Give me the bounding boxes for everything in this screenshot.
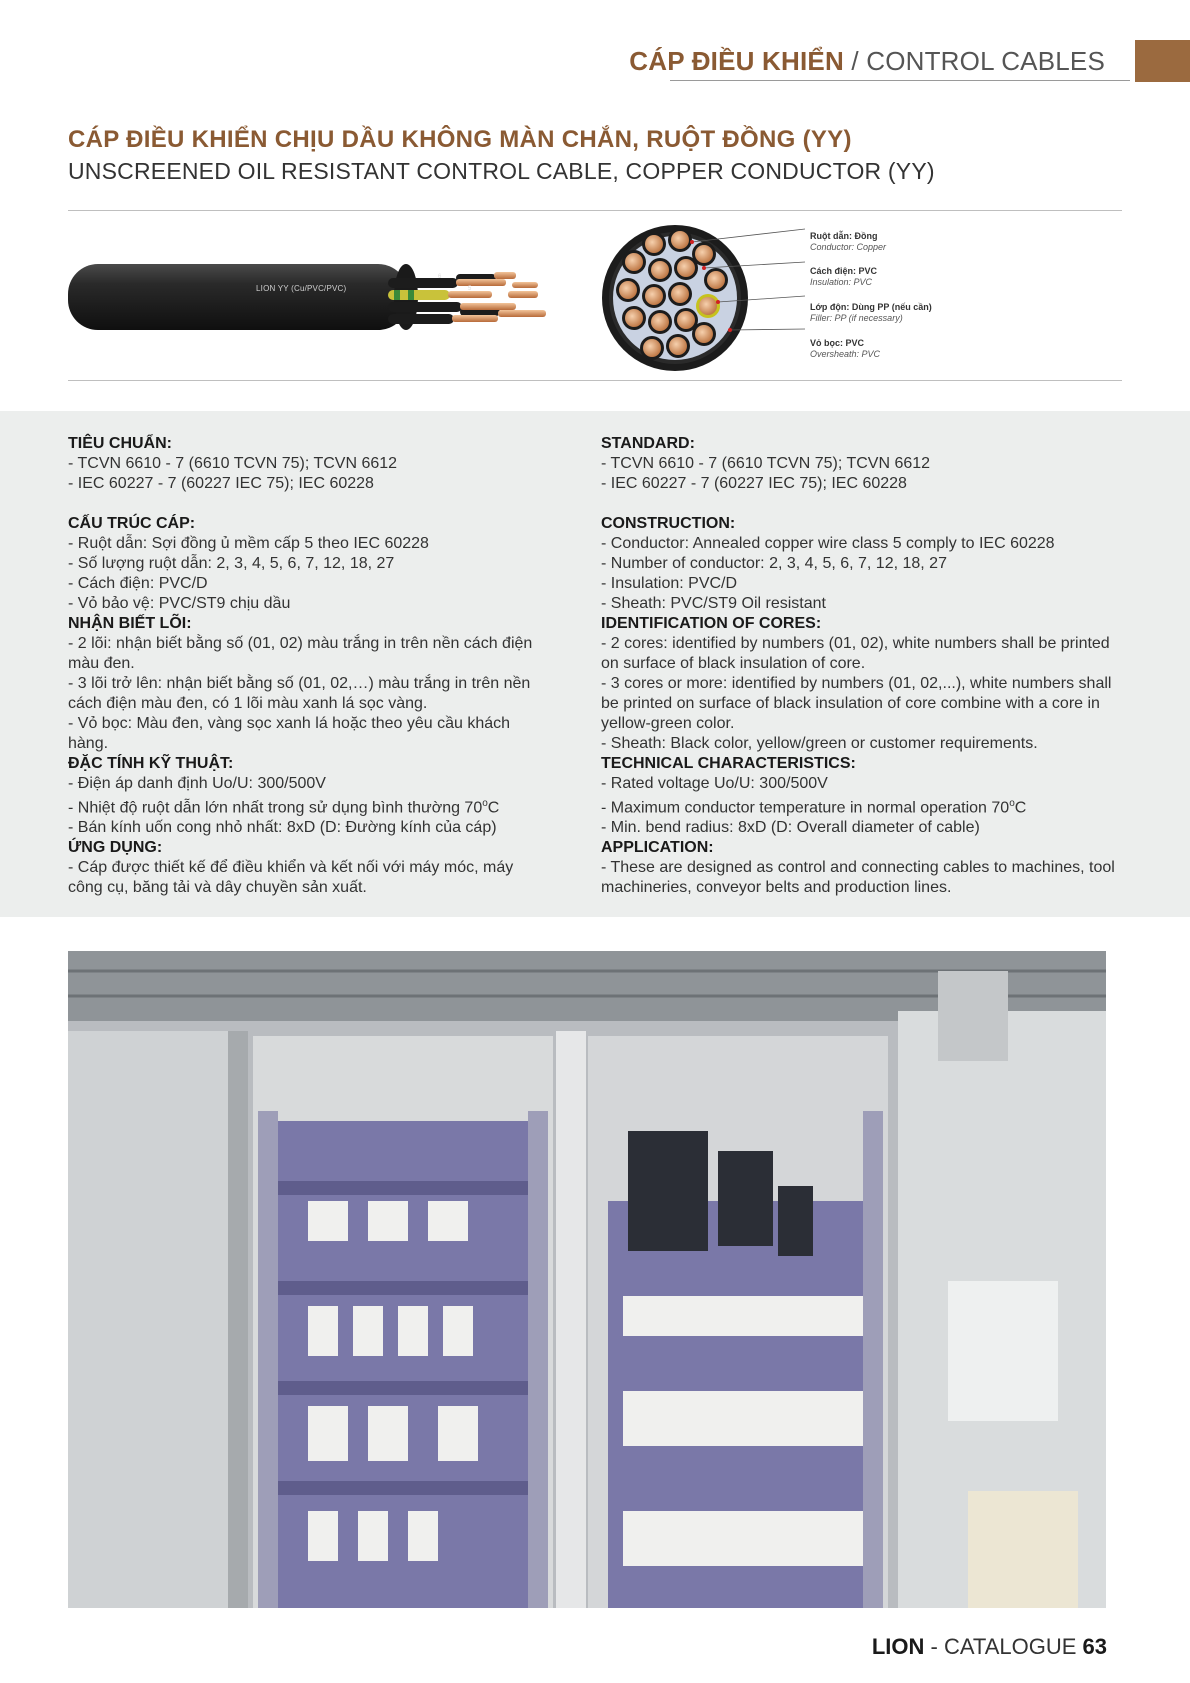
standard-line: - TCVN 6610 - 7 (6610 TCVN 75); TCVN 6612 — [68, 455, 398, 472]
technical-line — [68, 794, 548, 818]
identification-line: - 3 lõi trở lên: nhận biết bằng số (01, 02,…) màu trắng in trên nền cách điện màu đen, có 1 lõi màu xanh lá sọc vàng. — [68, 675, 531, 712]
cable-cross-section — [600, 216, 810, 381]
construction-line: - Sheath: PVC/ST9 Oil resistant — [601, 595, 826, 612]
application-heading: APPLICATION: — [601, 839, 714, 857]
degree-superscript: o — [1009, 798, 1015, 809]
page-number: 63 — [1082, 1634, 1107, 1659]
page-header — [630, 40, 1190, 90]
legend-filler-en: Filler: PP (if necessary) — [810, 313, 903, 323]
construction-line: - Ruột dẫn: Sợi đồng ủ mềm cấp 5 theo IEC 60228 — [68, 535, 429, 552]
spec-panel — [0, 411, 1190, 917]
page-footer — [872, 1634, 1107, 1660]
technical-line-text: - Maximum conductor temperature in normal operation 70 — [601, 799, 1010, 817]
standard-heading: STANDARD: — [601, 435, 695, 452]
legend-filler-vi: Lớp độn: Dùng PP (nếu cần) — [810, 302, 932, 312]
identification-line: - 3 cores or more: identified by numbers (01, 02,...), white numbers shall be printed on surface of black insulation of core combine with a core in yellow-green color. — [601, 675, 1112, 732]
cabinet-illustration — [68, 951, 1106, 1608]
technical-heading: ĐẶC TÍNH KỸ THUẬT: — [68, 755, 234, 772]
legend-conductor-vi: Ruột dẫn: Đồng — [810, 231, 878, 241]
header-divider — [670, 80, 1130, 81]
legend-insulation-en: Insulation: PVC — [810, 277, 873, 287]
legend-oversheath-vi: Vỏ bọc: PVC — [810, 338, 865, 348]
svg-text:5: 5 — [468, 286, 472, 292]
cable-illustration — [68, 260, 568, 340]
product-title-vi: CÁP ĐIỀU KHIỂN CHỊU DẦU KHÔNG MÀN CHẮN, RUỘT ĐỒNG (YY) — [68, 126, 852, 153]
technical-line: - Bán kính uốn cong nhỏ nhất: 8xD (D: Đường kính của cáp) — [68, 819, 497, 837]
section-title — [629, 46, 1105, 77]
technical-line: - Rated voltage Uo/U: 300/500V — [601, 775, 828, 792]
identification-line: - 2 cores: identified by numbers (01, 02), white numbers shall be printed on surface of black insulation of core. — [601, 635, 1110, 672]
technical-line: - Min. bend radius: 8xD (D: Overall diameter of cable) — [601, 819, 980, 837]
legend-insulation — [810, 266, 877, 288]
identification-line: - Vỏ bọc: Màu đen, vàng sọc xanh lá hoặc theo yêu cầu khách hàng. — [68, 715, 511, 752]
legend-oversheath — [810, 338, 880, 360]
standard-heading: TIÊU CHUẨN: — [68, 435, 172, 452]
legend-oversheath-en: Oversheath: PVC — [810, 349, 881, 359]
header-color-tab — [1135, 40, 1190, 82]
legend-insulation-vi: Cách điện: PVC — [810, 266, 878, 276]
standard-line: - TCVN 6610 - 7 (6610 TCVN 75); TCVN 6612 — [601, 455, 931, 472]
legend-filler — [810, 302, 932, 324]
construction-heading: CẤU TRÚC CÁP: — [68, 515, 196, 532]
construction-line: - Vỏ bảo vệ: PVC/ST9 chịu dầu — [68, 595, 291, 612]
construction-line: - Number of conductor: 2, 3, 4, 5, 6, 7, 12, 18, 27 — [601, 555, 947, 572]
cable-print-label: LION YY (Cu/PVC/PVC) — [256, 284, 347, 293]
cross-section-drawing — [600, 216, 810, 376]
construction-line: - Số lượng ruột dẫn: 2, 3, 4, 5, 6, 7, 12, 18, 27 — [68, 555, 395, 572]
application-line: - These are designed as control and connecting cables to machines, tool machineries, conveyor belts and production lines. — [601, 859, 1115, 897]
identification-line: - 2 lõi: nhận biết bằng số (01, 02) màu trắng in trên nền cách điện màu đen. — [68, 635, 533, 672]
top-divider — [68, 210, 1122, 211]
technical-line-unit: C — [487, 799, 500, 817]
standard-line: - IEC 60227 - 7 (60227 IEC 75); IEC 60228 — [601, 475, 907, 492]
svg-text:6: 6 — [438, 274, 442, 280]
product-title-en: UNSCREENED OIL RESISTANT CONTROL CABLE, COPPER CONDUCTOR (YY) — [68, 158, 935, 184]
technical-line — [601, 794, 1131, 818]
section-title-en: CONTROL CABLES — [866, 46, 1105, 76]
identification-line: - Sheath: Black color, yellow/green or customer requirements. — [601, 735, 1038, 752]
construction-line: - Cách điện: PVC/D — [68, 575, 208, 592]
technical-line-unit: C — [1014, 799, 1027, 817]
technical-heading: TECHNICAL CHARACTERISTICS: — [601, 755, 856, 772]
bottom-divider — [68, 380, 1122, 381]
identification-heading: IDENTIFICATION OF CORES: — [601, 615, 822, 632]
technical-line: - Điện áp danh định Uo/U: 300/500V — [68, 775, 326, 792]
control-cabinet-photo — [68, 951, 1106, 1608]
spec-column-vi — [68, 434, 548, 898]
cable-drawing — [68, 260, 568, 340]
section-title-separator: / — [843, 46, 867, 76]
application-heading: ỨNG DỤNG: — [68, 839, 163, 857]
degree-superscript: o — [482, 798, 488, 809]
construction-line: - Insulation: PVC/D — [601, 575, 738, 592]
application-line: - Cáp được thiết kế để điều khiển và kết nối với máy móc, máy công cụ, băng tải và dây chuyền sản xuất. — [68, 859, 514, 897]
standard-line: - IEC 60227 - 7 (60227 IEC 75); IEC 60228 — [68, 475, 374, 492]
legend-conductor — [810, 231, 886, 253]
footer-catalogue: - CATALOGUE — [924, 1634, 1083, 1659]
technical-line-text: - Nhiệt độ ruột dẫn lớn nhất trong sử dụng bình thường 70 — [68, 799, 483, 817]
identification-heading: NHẬN BIẾT LÕI: — [68, 615, 192, 632]
spec-column-en — [601, 434, 1131, 898]
footer-brand: LION — [871, 1634, 925, 1659]
section-title-vi: CÁP ĐIỀU KHIỂN — [629, 46, 844, 76]
construction-heading: CONSTRUCTION: — [601, 515, 736, 532]
construction-line: - Conductor: Annealed copper wire class 5 comply to IEC 60228 — [601, 535, 1055, 552]
legend-conductor-en: Conductor: Copper — [810, 242, 887, 252]
